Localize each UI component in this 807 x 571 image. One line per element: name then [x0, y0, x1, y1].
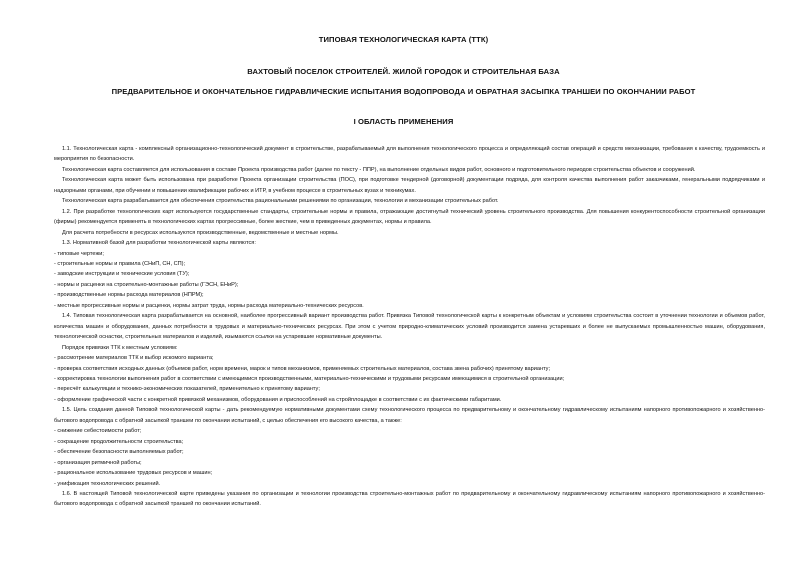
paragraph: Для расчета потребности в ресурсах используются производственные, ведомственные и местные нормы. — [62, 229, 339, 236]
object-title: ВАХТОВЫЙ ПОСЕЛОК СТРОИТЕЛЕЙ. ЖИЛОЙ ГОРОДОК И СТРОИТЕЛЬНАЯ БАЗА — [247, 67, 560, 76]
list-item: - организация ритмичной работы; — [54, 459, 142, 466]
list-item: - оформление графической части с конкретной привязкой механизмов, оборудования и приспособлений на стройплощадке в соответствии с их фактическими габаритами. — [54, 396, 502, 403]
paragraph-1-2: 1.2. При разработке технологических карт используются государственные стандарты, строительные нормы и правила, отражающие достигнутый технический уровень строительного производства. Для повышения конкурентоспособности строительной организации (фирмы) рекомендуется применять в технологических картах прогрессивные, более жесткие, чем в приведенных документах, нормы и правила. — [54, 208, 765, 226]
paragraph-1-5: 1.5. Цель создания данной Типовой технологической карты - дать рекомендуемую нормативными документами схему технологического процесса по предварительному и окончательному гидравлическому испытаниям напорного противопожарного и хозяйственно-бытового водопровода с обратной засыпкой траншеи по окончании испытаний, с целью обеспечения его высокого качества, а также: — [54, 407, 765, 424]
list-item: - строительные нормы и правила (СНиП, СН, СП); — [54, 260, 186, 267]
paragraph: Порядок привязки ТТК к местным условиям: — [62, 344, 178, 351]
list-item: - нормы и расценки на строительно-монтажные работы (ГЭСН, ЕНиР); — [54, 281, 239, 288]
paragraph-1-6: 1.6. В настоящей Типовой технологической карте приведены указания по организации и технологии производства строительно-монтажных работ по предварительному и окончательному гидравлическому испытаниям напорного противопожарного и хозяйственно-бытового водопровода с обратной засыпкой траншей по окончании испытаний. — [54, 490, 765, 508]
subject-title: ПРЕДВАРИТЕЛЬНОЕ И ОКОНЧАТЕЛЬНОЕ ГИДРАВЛИЧЕСКИЕ ИСПЫТАНИЯ ВОДОПРОВОДА И ОБРАТНАЯ ЗАСЫПКА ТРАНШЕИ ПО ОКОНЧАНИИ РАБОТ — [111, 87, 696, 96]
paragraph: Технологическая карта составляется для использования в составе Проекта производства работ (далее по тексту - ППР), на выполнение отдельных видов работ, основного и подготовительного периодов строительства объектов и сооружений. — [62, 166, 696, 173]
list-item: - рациональное использование трудовых ресурсов и машин; — [54, 470, 213, 477]
section-heading: I ОБЛАСТЬ ПРИМЕНЕНИЯ — [353, 117, 454, 126]
paragraph-1-4: 1.4. Типовая технологическая карта разрабатывается на основной, наиболее прогрессивный вариант производства работ. Привязка Типовой технологической карты к конкретным объектам и условиям строительства состоит в уточнении технологии и объемов работ, количества машин и оборудования, данных потребности в трудовых и материально-технических ресурсах. При этом с учетом природно-климатических условий производится замена устаревших и более не выпускаемых промышленностью машин, оборудования, технологической оснастки, строительных материалов и изделий, изымаются ссылки на устаревшие нормативные документы. — [54, 313, 765, 341]
paragraph-1-3: 1.3. Нормативной базой для разработки технологической карты являются: — [62, 240, 256, 247]
list-item: - типовые чертежи; — [54, 250, 104, 257]
list-item: - сокращение продолжительности строительства; — [54, 438, 184, 445]
document-type-title: ТИПОВАЯ ТЕХНОЛОГИЧЕСКАЯ КАРТА (ТТК) — [318, 35, 489, 44]
paragraph: Технологическая карта разрабатывается для обеспечения строительства рациональными решениями по организации, технологии и механизации строительных работ. — [62, 198, 499, 205]
list-item: - пересчёт калькуляции и технико-экономических показателей, применительно к принятому варианту; — [54, 386, 320, 393]
list-item: - унификация технологических решений. — [54, 480, 161, 487]
list-item: - обеспечение безопасности выполняемых работ; — [54, 449, 184, 456]
list-item: - снижение себестоимости работ; — [54, 428, 142, 435]
list-item: - заводские инструкции и технические условия (ТУ); — [54, 271, 190, 278]
list-item: - проверка соответствия исходных данных (объемов работ, норм времени, марок и типов механизмов, применяемых строительных материалов, состава звена рабочих) принятому варианту; — [54, 365, 551, 372]
list-item: - местные прогрессивные нормы и расценки, нормы затрат труда, нормы расхода материально-технических ресурсов. — [54, 302, 364, 309]
list-item: - производственные нормы расхода материалов (НПРМ); — [54, 292, 204, 299]
paragraph-1-1: 1.1. Технологическая карта - комплексный организационно-технологический документ в строительстве, разрабатываемый для выполнения технологического процесса и определяющий состав операций и средств механизации, требования к качеству, трудоемкость и мероприятия по безопасности. — [54, 146, 765, 163]
list-item: - корректировка технологии выполнения работ в соответствии с имеющимися производственными, материально-техническими и трудовыми ресурсами имеющимися в строительной организации; — [54, 375, 565, 382]
list-item: - рассмотрение материалов ТТК и выбор искомого варианта; — [54, 355, 214, 362]
paragraph: Технологическая карта может быть использована при разработке Проекта организации строительства (ПОС), при подготовке тендерной (договорной) документации подряда, для контроля качества выполнения работ заказчиками, генеральными подрядчиками и надзорными органами, при обучении и повышении квалификации рабочих и ИТР, в учебном процессе в строительных вузах и техникумах. — [54, 177, 765, 194]
document-body — [54, 144, 765, 510]
